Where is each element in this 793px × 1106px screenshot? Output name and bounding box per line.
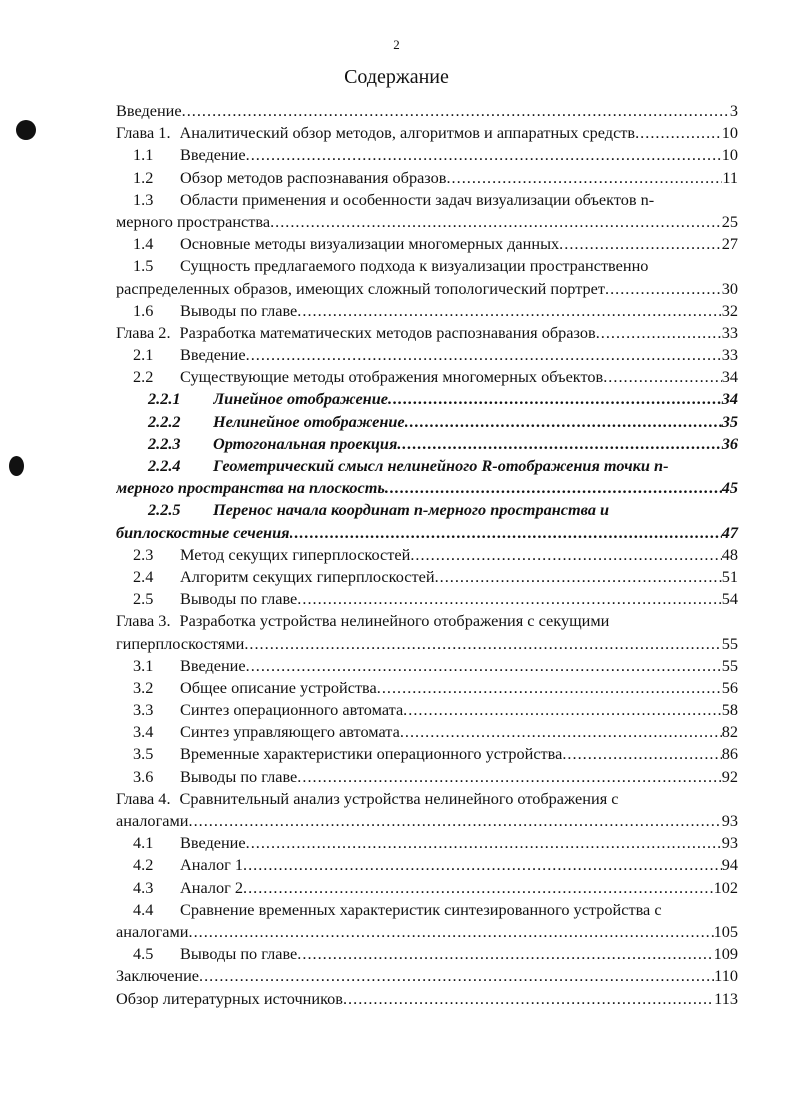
toc-entry[interactable] (116, 255, 738, 277)
toc-entry[interactable] (116, 743, 738, 765)
toc-entry-continuation[interactable] (116, 278, 738, 300)
toc-entry-title: Введение (180, 145, 246, 165)
toc-entry-title: Сравнительный анализ устройства нелинейного отображения с (179, 788, 619, 808)
dot-leader (244, 633, 721, 655)
toc-entry-title-continued: аналогами (116, 921, 189, 941)
toc-entry-number: 2.2 (133, 367, 154, 387)
dot-leader (246, 344, 722, 366)
toc-entry-title: Аналог 1 (180, 855, 243, 875)
dot-leader (559, 233, 722, 255)
toc-entry[interactable] (116, 943, 738, 965)
toc-entry[interactable] (116, 300, 738, 322)
page-number: 2 (393, 37, 400, 52)
dot-leader (385, 477, 722, 499)
table-of-contents (116, 100, 738, 1010)
toc-entry[interactable] (116, 455, 738, 477)
dot-leader (377, 677, 722, 699)
toc-entry-title: Синтез операционного автомата (180, 700, 404, 720)
toc-entry-number: Глава 2. (116, 322, 171, 342)
toc-entry-number: 2.1 (133, 345, 154, 365)
toc-entry-page: 34 (721, 389, 738, 409)
toc-entry-page: 35 (721, 411, 738, 431)
toc-entry-number: 4.2 (133, 855, 154, 875)
toc-entry-title: Аналог 2 (180, 877, 243, 897)
toc-entry-continuation[interactable] (116, 810, 738, 832)
toc-entry[interactable] (116, 566, 738, 588)
toc-entry[interactable] (116, 721, 738, 743)
toc-entry-title: Выводы по главе (180, 589, 298, 609)
toc-entry-title-continued: мерного пространства (116, 211, 271, 231)
toc-entry-number: 4.4 (133, 899, 154, 919)
toc-entry-title: Линейное отображение (213, 389, 388, 409)
toc-entry-page: 36 (721, 433, 738, 453)
dot-leader (246, 144, 722, 166)
dot-leader (297, 766, 721, 788)
toc-entry[interactable] (116, 610, 738, 632)
toc-entry-number: 2.5 (133, 589, 154, 609)
page-title: Содержание (344, 66, 449, 88)
toc-entry-title-continued: мерного пространства на плоскость (116, 478, 385, 498)
toc-entry[interactable] (116, 899, 738, 921)
toc-entry[interactable] (116, 233, 738, 255)
toc-entry[interactable] (116, 677, 738, 699)
toc-entry-title: Выводы по главе (180, 766, 298, 786)
toc-entry[interactable] (116, 499, 738, 521)
toc-entry-number: 2.2.2 (148, 411, 181, 431)
toc-entry-number: 3.2 (133, 677, 154, 697)
dot-leader (435, 566, 722, 588)
toc-entry-number: 1.4 (133, 234, 154, 254)
toc-entry-page: 54 (721, 589, 738, 609)
toc-entry[interactable] (116, 544, 738, 566)
toc-entry-title: Разработка математических методов распознавания образов (179, 322, 596, 342)
toc-entry-title-continued: биплоскостные сечения (116, 522, 290, 542)
dot-leader (290, 522, 722, 544)
toc-entry-continuation[interactable] (116, 633, 738, 655)
toc-entry-number: Глава 1. (116, 123, 171, 143)
toc-entry-number: 2.2.4 (148, 456, 181, 475)
dot-leader (635, 122, 722, 144)
toc-entry-number: 2.2.5 (148, 500, 181, 520)
dot-leader (189, 810, 722, 832)
toc-entry-title: Введение (116, 101, 182, 120)
toc-entry-page: 55 (721, 633, 738, 653)
toc-entry-number: 1.1 (133, 145, 154, 165)
toc-entry-number: Глава 3. (116, 611, 171, 631)
toc-entry-page: 109 (713, 944, 738, 964)
toc-entry-title-continued: гиперплоскостями (116, 633, 245, 653)
toc-entry-number: 3.4 (133, 722, 154, 742)
toc-entry[interactable] (116, 854, 738, 876)
toc-entry-page: 93 (721, 833, 738, 853)
toc-entry-title: Выводы по главе (180, 300, 298, 320)
toc-entry-title: Ортогональная проекция (213, 433, 398, 453)
toc-entry-title-continued: аналогами (116, 811, 189, 830)
dot-leader (246, 655, 722, 677)
toc-entry[interactable] (116, 588, 738, 610)
toc-entry-page: 105 (713, 921, 738, 941)
toc-entry[interactable] (116, 699, 738, 721)
toc-entry-page: 47 (721, 522, 738, 542)
toc-entry[interactable] (116, 411, 738, 433)
toc-entry-title: Сущность предлагаемого подхода к визуализации пространственно (180, 256, 649, 276)
toc-entry-title: Заключение (116, 966, 200, 986)
dot-leader (605, 278, 722, 300)
dot-leader (603, 366, 721, 388)
toc-entry-page: 110 (714, 966, 738, 986)
dot-leader (446, 167, 722, 189)
toc-entry-page: 55 (721, 655, 738, 675)
toc-entry-title: Общее описание устройства (180, 677, 377, 697)
toc-entry-number: 2.2.3 (148, 433, 181, 453)
toc-entry-title: Алгоритм секущих гиперплоскостей (180, 566, 435, 586)
dot-leader (397, 433, 721, 455)
dot-leader (410, 544, 721, 566)
toc-entry-title: Обзор методов распознавания образов (180, 167, 447, 187)
toc-entry-page: 25 (721, 211, 738, 231)
toc-entry-title: Основные методы визуализации многомерных данных (180, 234, 560, 254)
toc-entry-continuation[interactable] (116, 477, 738, 499)
toc-entry-page: 30 (721, 278, 738, 298)
toc-entry-number: 4.5 (133, 944, 154, 964)
toc-entry-page: 82 (721, 722, 738, 742)
toc-entry-title: Обзор литературных источников (116, 988, 343, 1008)
toc-entry-page: 11 (722, 167, 738, 187)
toc-entry-page: 45 (721, 478, 738, 498)
toc-entry-page: 27 (721, 234, 738, 254)
toc-entry[interactable] (116, 100, 738, 122)
toc-entry-number: 1.2 (133, 167, 154, 187)
toc-entry-page: 3 (729, 101, 738, 120)
dot-leader (400, 721, 722, 743)
dot-leader (562, 743, 721, 765)
toc-entry-title: Геометрический смысл нелинейного R-отображения точки n- (213, 456, 669, 475)
toc-entry-title: Введение (180, 833, 246, 853)
dot-leader (297, 943, 713, 965)
dot-leader (243, 854, 722, 876)
toc-entry[interactable] (116, 965, 738, 987)
toc-entry-number: 2.2.1 (148, 389, 181, 409)
toc-entry-continuation[interactable] (116, 522, 738, 544)
toc-entry[interactable] (116, 788, 738, 810)
toc-entry[interactable] (116, 433, 738, 455)
toc-entry-title: Выводы по главе (180, 944, 298, 964)
toc-entry-title: Введение (180, 345, 246, 365)
toc-entry-page: 58 (721, 700, 738, 720)
toc-entry-number: 1.5 (133, 256, 154, 276)
toc-entry[interactable] (116, 122, 738, 144)
toc-entry-page: 86 (721, 744, 738, 764)
toc-entry[interactable] (116, 189, 738, 211)
toc-entry-page: 92 (721, 766, 738, 786)
dot-leader (199, 965, 714, 987)
toc-entry-number: Глава 4. (116, 788, 171, 808)
toc-entry[interactable] (116, 144, 738, 166)
toc-entry-continuation[interactable] (116, 921, 738, 943)
toc-entry-page: 34 (721, 367, 738, 387)
toc-entry-title: Разработка устройства нелинейного отображения с секущими (179, 611, 610, 631)
toc-entry[interactable] (116, 366, 738, 388)
dot-leader (388, 388, 722, 410)
toc-entry-number: 4.1 (133, 833, 154, 853)
toc-entry-number: 3.6 (133, 766, 154, 786)
toc-entry[interactable] (116, 988, 738, 1010)
toc-entry-title: Существующие методы отображения многомерных объектов (180, 367, 604, 387)
dot-leader (403, 699, 722, 721)
toc-entry-number: 3.5 (133, 744, 154, 764)
toc-entry-title: Синтез управляющего автомата (180, 722, 400, 742)
toc-entry-page: 10 (721, 123, 738, 143)
toc-entry-title: Нелинейное отображение (213, 411, 405, 431)
toc-entry-number: 1.6 (133, 300, 154, 320)
toc-entry[interactable] (116, 832, 738, 854)
toc-entry[interactable] (116, 388, 738, 410)
toc-entry-number: 2.3 (133, 544, 154, 564)
toc-entry-number: 2.4 (133, 566, 154, 586)
toc-entry-page: 51 (721, 566, 738, 586)
toc-entry-title: Временные характеристики операционного устройства (180, 744, 563, 764)
toc-entry-title: Введение (180, 655, 246, 675)
dot-leader (297, 588, 721, 610)
toc-entry-page: 10 (721, 145, 738, 165)
toc-entry-page: 33 (721, 345, 738, 365)
toc-entry[interactable] (116, 322, 738, 344)
toc-entry-title-continued: распределенных образов, имеющих сложный топологический портрет (116, 278, 605, 298)
toc-entry-title: Аналитический обзор методов, алгоритмов и аппаратных средств (179, 123, 636, 143)
toc-entry[interactable] (116, 344, 738, 366)
dot-leader (405, 411, 722, 433)
toc-entry-number: 3.1 (133, 655, 154, 675)
toc-entry-number: 3.3 (133, 700, 154, 720)
toc-entry-title: Перенос начала координат n-мерного пространства и (213, 500, 610, 520)
toc-entry-continuation[interactable] (116, 211, 738, 233)
dot-leader (343, 988, 714, 1010)
toc-entry-title: Метод секущих гиперплоскостей (180, 544, 411, 564)
toc-entry-page: 48 (721, 544, 738, 564)
toc-entry-page: 113 (714, 988, 738, 1008)
toc-entry-page: 102 (713, 877, 738, 897)
toc-entry-title: Области применения и особенности задач визуализации объектов n- (180, 189, 655, 209)
toc-entry-title: Сравнение временных характеристик синтезированного устройства с (180, 899, 662, 919)
toc-entry-page: 93 (721, 811, 738, 830)
toc-entry-page: 32 (721, 300, 738, 320)
dot-leader (243, 877, 714, 899)
toc-entry[interactable] (116, 877, 738, 899)
dot-leader (189, 921, 714, 943)
dot-leader (596, 322, 722, 344)
toc-entry[interactable] (116, 766, 738, 788)
dot-leader (246, 832, 722, 854)
toc-entry-page: 56 (721, 677, 738, 697)
toc-entry-page: 33 (721, 322, 738, 342)
dot-leader (182, 100, 730, 122)
dot-leader (297, 300, 721, 322)
scan-smudge (16, 120, 36, 140)
toc-entry-page: 94 (721, 855, 738, 875)
scan-smudge (9, 456, 24, 476)
toc-entry-number: 1.3 (133, 189, 154, 209)
dot-leader (270, 211, 722, 233)
toc-entry-number: 4.3 (133, 877, 154, 897)
toc-entry[interactable] (116, 167, 738, 189)
toc-entry[interactable] (116, 655, 738, 677)
